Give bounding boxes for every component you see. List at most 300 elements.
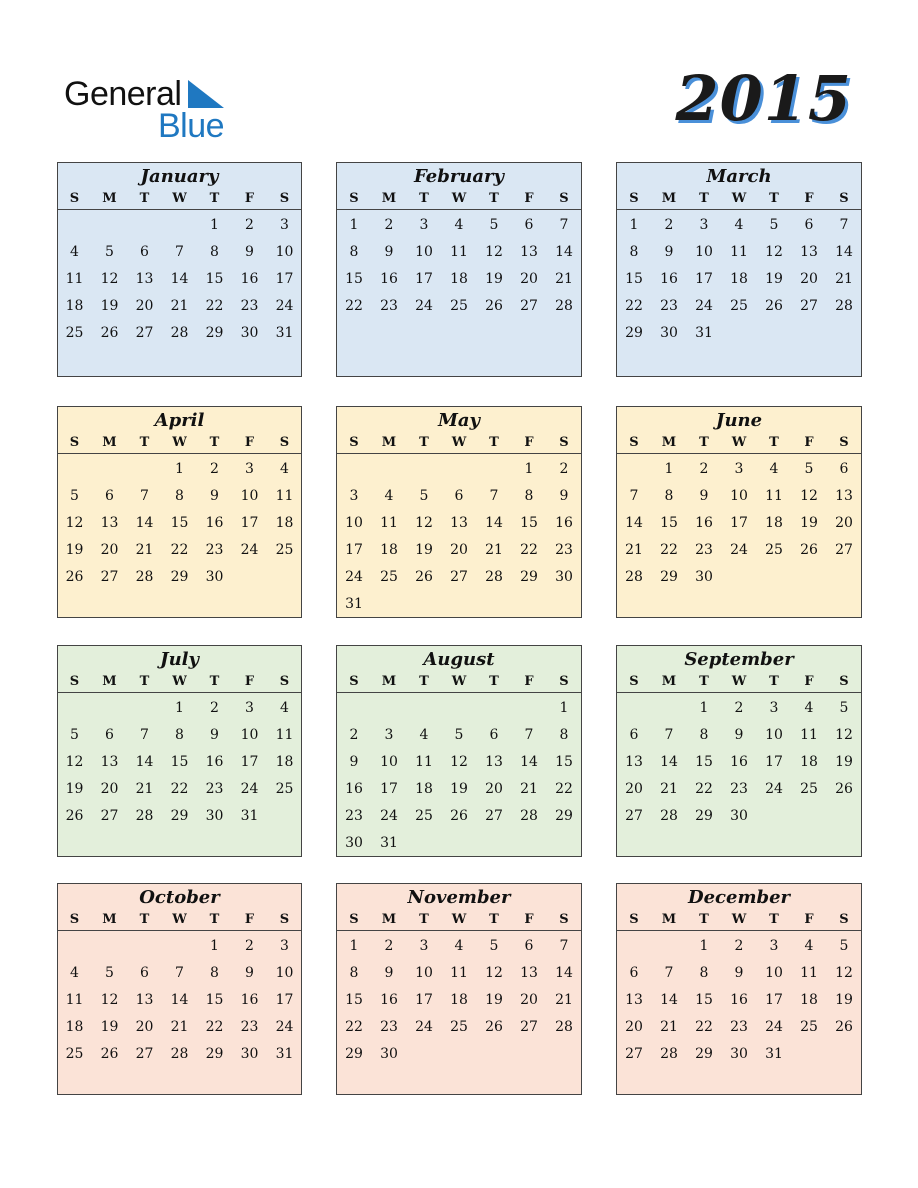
weekday-label: M: [381, 912, 397, 927]
day-cell: 29: [205, 325, 224, 341]
weekday-label: F: [244, 674, 255, 689]
month-name: July: [160, 649, 199, 670]
day-cell: 26: [485, 298, 503, 314]
weekday-label: S: [279, 435, 290, 450]
day-blank: [162, 933, 197, 960]
day-blank: [477, 695, 512, 722]
day-cell: 18: [450, 271, 468, 287]
day-cell: 11: [450, 244, 468, 260]
day-cell: 10: [730, 488, 748, 504]
weekday-label: F: [244, 191, 255, 206]
day-cell: 2: [384, 217, 394, 233]
weekday-label: F: [524, 912, 534, 927]
day-cell: 14: [170, 992, 189, 1008]
weekday-label: M: [661, 912, 677, 927]
weekday-header: [58, 189, 301, 210]
day-blank: [127, 456, 162, 483]
day-cell: 6: [140, 965, 149, 981]
day-cell: 22: [345, 1019, 363, 1035]
day-cell: 26: [100, 325, 119, 341]
day-cell: 30: [695, 569, 713, 585]
day-cell: 25: [450, 1019, 468, 1035]
day-cell: 25: [65, 1046, 84, 1062]
day-cell: 22: [345, 298, 363, 314]
month-january: [57, 162, 302, 377]
day-cell: 1: [559, 700, 569, 716]
day-cell: 28: [660, 808, 678, 824]
weekday-label: T: [769, 191, 779, 206]
day-cell: 4: [384, 488, 394, 504]
day-cell: 21: [555, 992, 573, 1008]
day-cell: 16: [695, 515, 713, 531]
day-cell: 7: [629, 488, 639, 504]
day-blank: [617, 695, 652, 722]
day-blank: [652, 933, 687, 960]
day-cell: 22: [205, 1019, 224, 1035]
day-cell: 17: [730, 515, 748, 531]
day-cell: 27: [100, 808, 119, 824]
day-cell: 11: [800, 727, 818, 743]
day-cell: 5: [839, 700, 849, 716]
day-blank: [92, 456, 127, 483]
days-grid: [58, 931, 301, 1068]
weekday-label: S: [69, 674, 80, 689]
day-cell: 4: [280, 700, 289, 716]
day-cell: 8: [175, 488, 184, 504]
day-cell: 28: [835, 298, 853, 314]
day-cell: 20: [835, 515, 853, 531]
weekday-label: S: [839, 191, 849, 206]
day-cell: 25: [450, 298, 468, 314]
day-cell: 10: [275, 244, 294, 260]
day-cell: 23: [380, 298, 398, 314]
day-cell: 12: [100, 992, 119, 1008]
day-cell: 18: [275, 515, 294, 531]
day-cell: 25: [380, 569, 398, 585]
day-cell: 24: [765, 781, 783, 797]
day-cell: 9: [245, 965, 254, 981]
day-cell: 5: [70, 727, 79, 743]
weekday-label: W: [172, 435, 187, 450]
day-cell: 14: [555, 965, 573, 981]
day-cell: 15: [345, 271, 363, 287]
day-cell: 26: [65, 569, 84, 585]
day-cell: 7: [524, 727, 534, 743]
day-cell: 2: [245, 938, 254, 954]
month-name: April: [154, 410, 205, 431]
day-cell: 31: [240, 808, 259, 824]
day-cell: 25: [415, 808, 433, 824]
day-cell: 27: [835, 542, 853, 558]
day-cell: 27: [625, 1046, 643, 1062]
weekday-label: T: [419, 191, 429, 206]
day-cell: 3: [699, 217, 709, 233]
day-cell: 19: [485, 271, 503, 287]
weekday-label: S: [559, 674, 569, 689]
day-blank: [162, 212, 197, 239]
day-cell: 29: [695, 1046, 713, 1062]
day-cell: 3: [245, 700, 254, 716]
weekday-label: S: [349, 674, 359, 689]
day-cell: 29: [625, 325, 643, 341]
day-cell: 7: [664, 965, 674, 981]
month-july: [57, 645, 302, 857]
day-blank: [337, 695, 372, 722]
day-cell: 2: [664, 217, 674, 233]
weekday-label: F: [524, 435, 534, 450]
month-name: September: [684, 649, 794, 670]
day-blank: [57, 695, 92, 722]
day-cell: 2: [384, 938, 394, 954]
day-cell: 12: [800, 488, 818, 504]
month-march: [616, 162, 862, 377]
weekday-label: S: [559, 191, 569, 206]
day-cell: 12: [835, 965, 853, 981]
weekday-label: T: [769, 674, 779, 689]
day-cell: 5: [105, 244, 114, 260]
day-cell: 20: [100, 542, 119, 558]
month-name: November: [407, 887, 511, 908]
day-cell: 20: [625, 1019, 643, 1035]
days-grid: [617, 210, 861, 347]
day-cell: 27: [135, 325, 154, 341]
day-cell: 11: [275, 727, 294, 743]
day-cell: 18: [730, 271, 748, 287]
day-cell: 1: [524, 461, 534, 477]
day-cell: 10: [695, 244, 713, 260]
logo-general-text: General: [64, 75, 182, 113]
day-cell: 17: [240, 754, 259, 770]
day-cell: 14: [660, 992, 678, 1008]
weekday-label: S: [279, 191, 290, 206]
day-cell: 16: [240, 271, 259, 287]
day-cell: 11: [800, 965, 818, 981]
day-cell: 29: [205, 1046, 224, 1062]
logo-triangle-icon: [188, 80, 224, 108]
day-cell: 27: [485, 808, 503, 824]
day-cell: 29: [660, 569, 678, 585]
day-cell: 6: [140, 244, 149, 260]
day-cell: 13: [625, 992, 643, 1008]
day-cell: 21: [485, 542, 503, 558]
day-cell: 28: [625, 569, 643, 585]
day-cell: 30: [205, 569, 224, 585]
day-cell: 26: [835, 1019, 853, 1035]
day-cell: 27: [520, 298, 538, 314]
weekday-label: S: [839, 674, 849, 689]
weekday-label: F: [804, 191, 814, 206]
day-cell: 9: [559, 488, 569, 504]
day-cell: 25: [800, 781, 818, 797]
weekday-label: S: [559, 435, 569, 450]
weekday-label: S: [839, 912, 849, 927]
day-cell: 16: [555, 515, 573, 531]
day-cell: 8: [664, 488, 674, 504]
day-cell: 23: [345, 808, 363, 824]
day-cell: 8: [699, 727, 709, 743]
day-cell: 23: [205, 781, 224, 797]
day-cell: 7: [559, 217, 569, 233]
day-blank: [617, 456, 652, 483]
weekday-label: T: [489, 912, 499, 927]
day-cell: 10: [345, 515, 363, 531]
day-cell: 18: [415, 781, 433, 797]
day-cell: 21: [625, 542, 643, 558]
day-cell: 4: [280, 461, 289, 477]
day-cell: 13: [135, 271, 154, 287]
day-cell: 2: [734, 700, 744, 716]
day-cell: 21: [660, 1019, 678, 1035]
day-cell: 15: [625, 271, 643, 287]
month-february: [336, 162, 582, 377]
day-cell: 30: [730, 1046, 748, 1062]
day-cell: 27: [625, 808, 643, 824]
day-cell: 7: [664, 727, 674, 743]
weekday-label: S: [629, 674, 639, 689]
days-grid: [58, 454, 301, 591]
day-cell: 26: [65, 808, 84, 824]
day-blank: [617, 933, 652, 960]
day-cell: 9: [734, 965, 744, 981]
day-cell: 15: [345, 992, 363, 1008]
weekday-label: W: [451, 912, 467, 927]
day-cell: 11: [450, 965, 468, 981]
day-cell: 12: [485, 965, 503, 981]
day-blank: [442, 695, 477, 722]
day-cell: 21: [135, 781, 154, 797]
day-cell: 7: [175, 244, 184, 260]
day-cell: 3: [769, 938, 779, 954]
weekday-label: T: [139, 191, 150, 206]
day-cell: 22: [205, 298, 224, 314]
day-blank: [127, 212, 162, 239]
day-cell: 7: [175, 965, 184, 981]
day-cell: 19: [835, 754, 853, 770]
day-cell: 3: [245, 461, 254, 477]
general-blue-logo: [64, 74, 234, 144]
day-cell: 28: [170, 1046, 189, 1062]
day-cell: 15: [660, 515, 678, 531]
weekday-label: M: [381, 191, 397, 206]
day-cell: 6: [524, 217, 534, 233]
day-cell: 25: [275, 542, 294, 558]
day-cell: 2: [734, 938, 744, 954]
day-cell: 14: [835, 244, 853, 260]
weekday-label: F: [804, 435, 814, 450]
day-cell: 15: [170, 754, 189, 770]
day-cell: 9: [699, 488, 709, 504]
day-cell: 23: [660, 298, 678, 314]
day-cell: 10: [240, 488, 259, 504]
day-cell: 1: [629, 217, 639, 233]
day-cell: 14: [135, 515, 154, 531]
day-cell: 1: [699, 700, 709, 716]
day-cell: 10: [765, 727, 783, 743]
weekday-header: [617, 189, 861, 210]
day-cell: 18: [765, 515, 783, 531]
weekday-label: T: [139, 674, 150, 689]
weekday-label: W: [731, 674, 747, 689]
day-blank: [337, 456, 372, 483]
day-cell: 2: [699, 461, 709, 477]
day-cell: 3: [419, 217, 429, 233]
day-cell: 4: [70, 965, 79, 981]
day-cell: 22: [660, 542, 678, 558]
day-cell: 19: [65, 542, 84, 558]
weekday-label: W: [451, 435, 467, 450]
day-cell: 16: [240, 992, 259, 1008]
day-cell: 25: [765, 542, 783, 558]
day-cell: 5: [489, 938, 499, 954]
day-cell: 24: [240, 781, 259, 797]
day-cell: 21: [660, 781, 678, 797]
day-cell: 24: [415, 1019, 433, 1035]
day-cell: 8: [699, 965, 709, 981]
day-cell: 6: [839, 461, 849, 477]
day-cell: 6: [804, 217, 814, 233]
day-cell: 23: [730, 1019, 748, 1035]
day-cell: 23: [695, 542, 713, 558]
day-cell: 16: [730, 992, 748, 1008]
day-cell: 3: [349, 488, 359, 504]
days-grid: [58, 210, 301, 347]
day-cell: 18: [800, 992, 818, 1008]
month-december: [616, 883, 862, 1095]
day-cell: 5: [769, 217, 779, 233]
day-cell: 18: [380, 542, 398, 558]
day-cell: 22: [170, 781, 189, 797]
month-name: June: [715, 410, 763, 431]
day-cell: 8: [524, 488, 534, 504]
day-cell: 27: [100, 569, 119, 585]
day-cell: 4: [804, 700, 814, 716]
day-cell: 31: [275, 1046, 294, 1062]
day-cell: 18: [65, 1019, 84, 1035]
day-cell: 29: [170, 808, 189, 824]
day-cell: 7: [489, 488, 499, 504]
day-cell: 2: [245, 217, 254, 233]
day-cell: 10: [415, 244, 433, 260]
days-grid: [617, 693, 861, 830]
day-cell: 22: [695, 781, 713, 797]
day-cell: 6: [524, 938, 534, 954]
weekday-header: [337, 910, 581, 931]
day-cell: 14: [170, 271, 189, 287]
weekday-header: [58, 910, 301, 931]
day-cell: 3: [419, 938, 429, 954]
day-cell: 13: [450, 515, 468, 531]
day-cell: 12: [65, 754, 84, 770]
day-cell: 9: [245, 244, 254, 260]
day-cell: 26: [415, 569, 433, 585]
weekday-label: W: [731, 435, 747, 450]
weekday-label: W: [172, 674, 187, 689]
weekday-label: T: [419, 912, 429, 927]
day-cell: 10: [240, 727, 259, 743]
weekday-label: F: [244, 912, 255, 927]
weekday-label: F: [804, 674, 814, 689]
day-cell: 30: [205, 808, 224, 824]
weekday-label: F: [524, 674, 534, 689]
day-cell: 16: [380, 992, 398, 1008]
day-cell: 19: [835, 992, 853, 1008]
day-cell: 9: [210, 488, 219, 504]
day-cell: 27: [800, 298, 818, 314]
day-cell: 27: [450, 569, 468, 585]
day-cell: 22: [695, 1019, 713, 1035]
day-cell: 31: [275, 325, 294, 341]
day-cell: 23: [240, 1019, 259, 1035]
day-cell: 26: [100, 1046, 119, 1062]
day-cell: 22: [625, 298, 643, 314]
weekday-label: S: [69, 912, 80, 927]
day-cell: 24: [345, 569, 363, 585]
weekday-label: T: [139, 435, 150, 450]
month-name: December: [687, 887, 791, 908]
day-cell: 9: [734, 727, 744, 743]
day-cell: 12: [835, 727, 853, 743]
day-cell: 19: [415, 542, 433, 558]
day-cell: 5: [105, 965, 114, 981]
day-cell: 10: [765, 965, 783, 981]
day-cell: 12: [485, 244, 503, 260]
day-cell: 20: [135, 298, 154, 314]
day-cell: 8: [210, 965, 219, 981]
day-cell: 9: [349, 754, 359, 770]
day-cell: 17: [695, 271, 713, 287]
day-cell: 18: [65, 298, 84, 314]
day-cell: 25: [730, 298, 748, 314]
day-cell: 1: [349, 938, 359, 954]
day-blank: [92, 933, 127, 960]
day-cell: 7: [140, 488, 149, 504]
day-cell: 22: [170, 542, 189, 558]
day-cell: 7: [140, 727, 149, 743]
day-cell: 3: [734, 461, 744, 477]
day-cell: 2: [210, 461, 219, 477]
day-cell: 25: [275, 781, 294, 797]
day-cell: 19: [485, 992, 503, 1008]
day-cell: 13: [835, 488, 853, 504]
day-cell: 4: [454, 217, 464, 233]
day-cell: 16: [660, 271, 678, 287]
day-cell: 1: [210, 217, 219, 233]
day-blank: [372, 456, 407, 483]
weekday-label: M: [661, 191, 677, 206]
day-cell: 29: [555, 808, 573, 824]
day-cell: 19: [765, 271, 783, 287]
day-cell: 3: [280, 938, 289, 954]
weekday-label: T: [699, 435, 709, 450]
weekday-label: M: [661, 674, 677, 689]
day-cell: 6: [105, 727, 114, 743]
days-grid: [58, 693, 301, 830]
day-cell: 10: [380, 754, 398, 770]
day-cell: 24: [730, 542, 748, 558]
day-blank: [477, 456, 512, 483]
day-cell: 28: [660, 1046, 678, 1062]
day-blank: [127, 695, 162, 722]
weekday-label: T: [139, 912, 150, 927]
day-blank: [92, 695, 127, 722]
day-cell: 18: [450, 992, 468, 1008]
logo-blue-text: Blue: [158, 107, 225, 145]
day-cell: 30: [240, 325, 259, 341]
day-cell: 21: [835, 271, 853, 287]
day-cell: 2: [559, 461, 569, 477]
weekday-header: [337, 433, 581, 454]
weekday-label: S: [629, 435, 639, 450]
